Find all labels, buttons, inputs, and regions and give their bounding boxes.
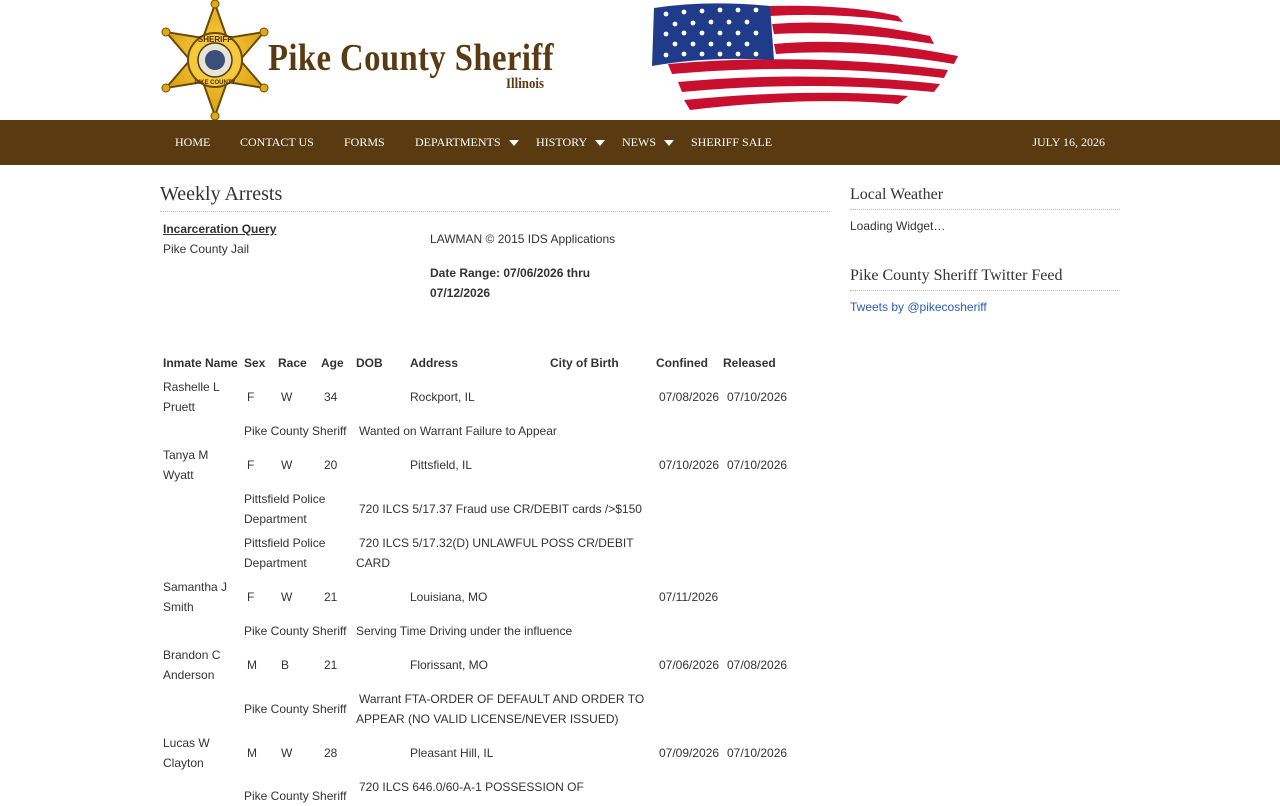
inmate-age: 28 <box>324 746 338 760</box>
inmate-race: W <box>281 746 293 760</box>
inmate-confined: 07/09/2026 <box>659 746 720 760</box>
inmate-released: 07/10/2026 <box>727 746 788 760</box>
inmate-first-name: Tanya M <box>163 448 209 462</box>
badge-bottom-text: PIKE COUNTY <box>194 80 236 86</box>
inmate-confined: 07/08/2026 <box>659 390 720 404</box>
inmate-race: B <box>281 658 290 672</box>
inmate-last-name: Smith <box>163 600 194 614</box>
nav-history[interactable] <box>536 120 605 165</box>
nav-news-label: NEWS <box>622 135 656 149</box>
lawman-credit: LAWMAN © 2015 IDS Applications <box>430 232 616 246</box>
site-title[interactable]: Pike County Sheriff <box>268 37 554 79</box>
col-header-race: Race <box>278 356 307 370</box>
inmate-last-name: Clayton <box>163 756 204 770</box>
inmate-address: Rockport, IL <box>410 390 475 404</box>
charge-agency-line2: Department <box>244 512 307 526</box>
inmate-first-name: Samantha J <box>163 580 228 594</box>
inmate-address: Pittsfield, IL <box>410 458 473 472</box>
inmate-released: 07/10/2026 <box>727 390 788 404</box>
site-header <box>0 0 1280 120</box>
inmate-confined: 07/06/2026 <box>659 658 720 672</box>
inmate-address: Louisiana, MO <box>410 590 488 604</box>
site-subtitle: Illinois <box>506 76 545 92</box>
sheriff-star-logo[interactable] <box>160 0 270 120</box>
charge-agency: Pike County Sheriff <box>244 424 347 438</box>
inmate-last-name: Wyatt <box>163 468 194 482</box>
date-range-line2: 07/12/2026 <box>430 286 491 300</box>
inmate-address: Florissant, MO <box>410 658 489 672</box>
nav-home[interactable]: HOME <box>175 135 211 149</box>
charge-agency-line1: Pittsfield Police <box>244 492 326 506</box>
nav-contact-us[interactable]: CONTACT US <box>240 135 314 149</box>
inmate-released: 07/10/2026 <box>727 458 788 472</box>
main-navbar <box>0 120 1280 165</box>
nav-forms[interactable]: FORMS <box>344 135 385 149</box>
twitter-feed-link[interactable]: Tweets by @pikecosheriff <box>850 300 987 314</box>
charge-description: Serving Time Driving under the influence <box>356 624 573 638</box>
page-title: Weekly Arrests <box>160 183 830 212</box>
nav-sheriff-sale[interactable]: SHERIFF SALE <box>691 135 773 149</box>
col-header-sex: Sex <box>244 356 266 370</box>
inmate-age: 21 <box>324 590 338 604</box>
weather-widget-title: Local Weather <box>850 186 1120 210</box>
weather-widget-loading: Loading Widget… <box>850 219 946 233</box>
charge-agency: Pike County Sheriff <box>244 624 347 638</box>
inmate-first-name: Lucas W <box>163 736 210 750</box>
inmate-sex: F <box>247 458 255 472</box>
nav-date: JULY 16, 2026 <box>1032 135 1105 149</box>
inmate-sex: F <box>247 390 255 404</box>
inmate-address: Pleasant Hill, IL <box>410 746 494 760</box>
inmate-first-name: Brandon C <box>163 648 221 662</box>
nav-history-label: HISTORY <box>536 135 588 149</box>
inmate-race: W <box>281 590 293 604</box>
inmate-confined: 07/10/2026 <box>659 458 720 472</box>
inmate-age: 21 <box>324 658 338 672</box>
inmate-sex: M <box>247 746 257 760</box>
chevron-down-icon <box>664 140 674 146</box>
nav-departments-label: DEPARTMENTS <box>415 135 501 149</box>
charge-description-line2: CARD <box>356 556 391 570</box>
inmate-first-name: Rashelle L <box>163 380 220 394</box>
charge-description: Wanted on Warrant Failure to Appear <box>359 424 557 438</box>
inmate-age: 20 <box>324 458 338 472</box>
charge-description-line1: Warrant FTA-ORDER OF DEFAULT AND ORDER TO <box>359 692 645 706</box>
charge-agency-line2: Department <box>244 556 307 570</box>
inmate-released: 07/08/2026 <box>727 658 788 672</box>
charge-description-line2: APPEAR (NO VALID LICENSE/NEVER ISSUED) <box>356 712 619 726</box>
col-header-confined: Confined <box>656 356 708 370</box>
inmate-age: 34 <box>324 390 338 404</box>
incarceration-query-link[interactable]: Incarceration Query <box>163 222 277 236</box>
nav-departments[interactable] <box>415 120 519 165</box>
badge-top-text: SHERIFF <box>197 35 233 44</box>
jail-name: Pike County Jail <box>163 242 250 256</box>
charge-description: 720 ILCS 5/17.37 Fraud use CR/DEBIT cards />$150 <box>359 502 642 516</box>
inmate-last-name: Anderson <box>163 668 215 682</box>
col-header-city-of-birth: City of Birth <box>550 356 619 370</box>
col-header-released: Released <box>723 356 776 370</box>
inmate-race: W <box>281 390 293 404</box>
chevron-down-icon <box>595 140 605 146</box>
charge-agency: Pike County Sheriff <box>244 789 347 803</box>
inmate-race: W <box>281 458 293 472</box>
charge-description-line1: 720 ILCS 646.0/60-A-1 POSSESSION OF <box>359 780 584 794</box>
american-flag-image <box>648 0 962 120</box>
col-header-inmate-name: Inmate Name <box>163 356 238 370</box>
charge-agency-line1: Pittsfield Police <box>244 536 326 550</box>
date-range-line1: Date Range: 07/06/2026 thru <box>430 266 591 280</box>
col-header-address: Address <box>410 356 459 370</box>
chevron-down-icon <box>509 140 519 146</box>
inmate-sex: F <box>247 590 255 604</box>
col-header-dob: DOB <box>356 356 383 370</box>
inmate-sex: M <box>247 658 257 672</box>
charge-agency: Pike County Sheriff <box>244 702 347 716</box>
nav-news[interactable] <box>622 120 674 165</box>
twitter-feed-title: Pike County Sheriff Twitter Feed <box>850 267 1120 291</box>
col-header-age: Age <box>321 356 344 370</box>
charge-description-line1: 720 ILCS 5/17.32(D) UNLAWFUL POSS CR/DEBIT <box>359 536 634 550</box>
inmate-last-name: Pruett <box>163 400 196 414</box>
inmate-confined: 07/11/2026 <box>659 590 719 604</box>
